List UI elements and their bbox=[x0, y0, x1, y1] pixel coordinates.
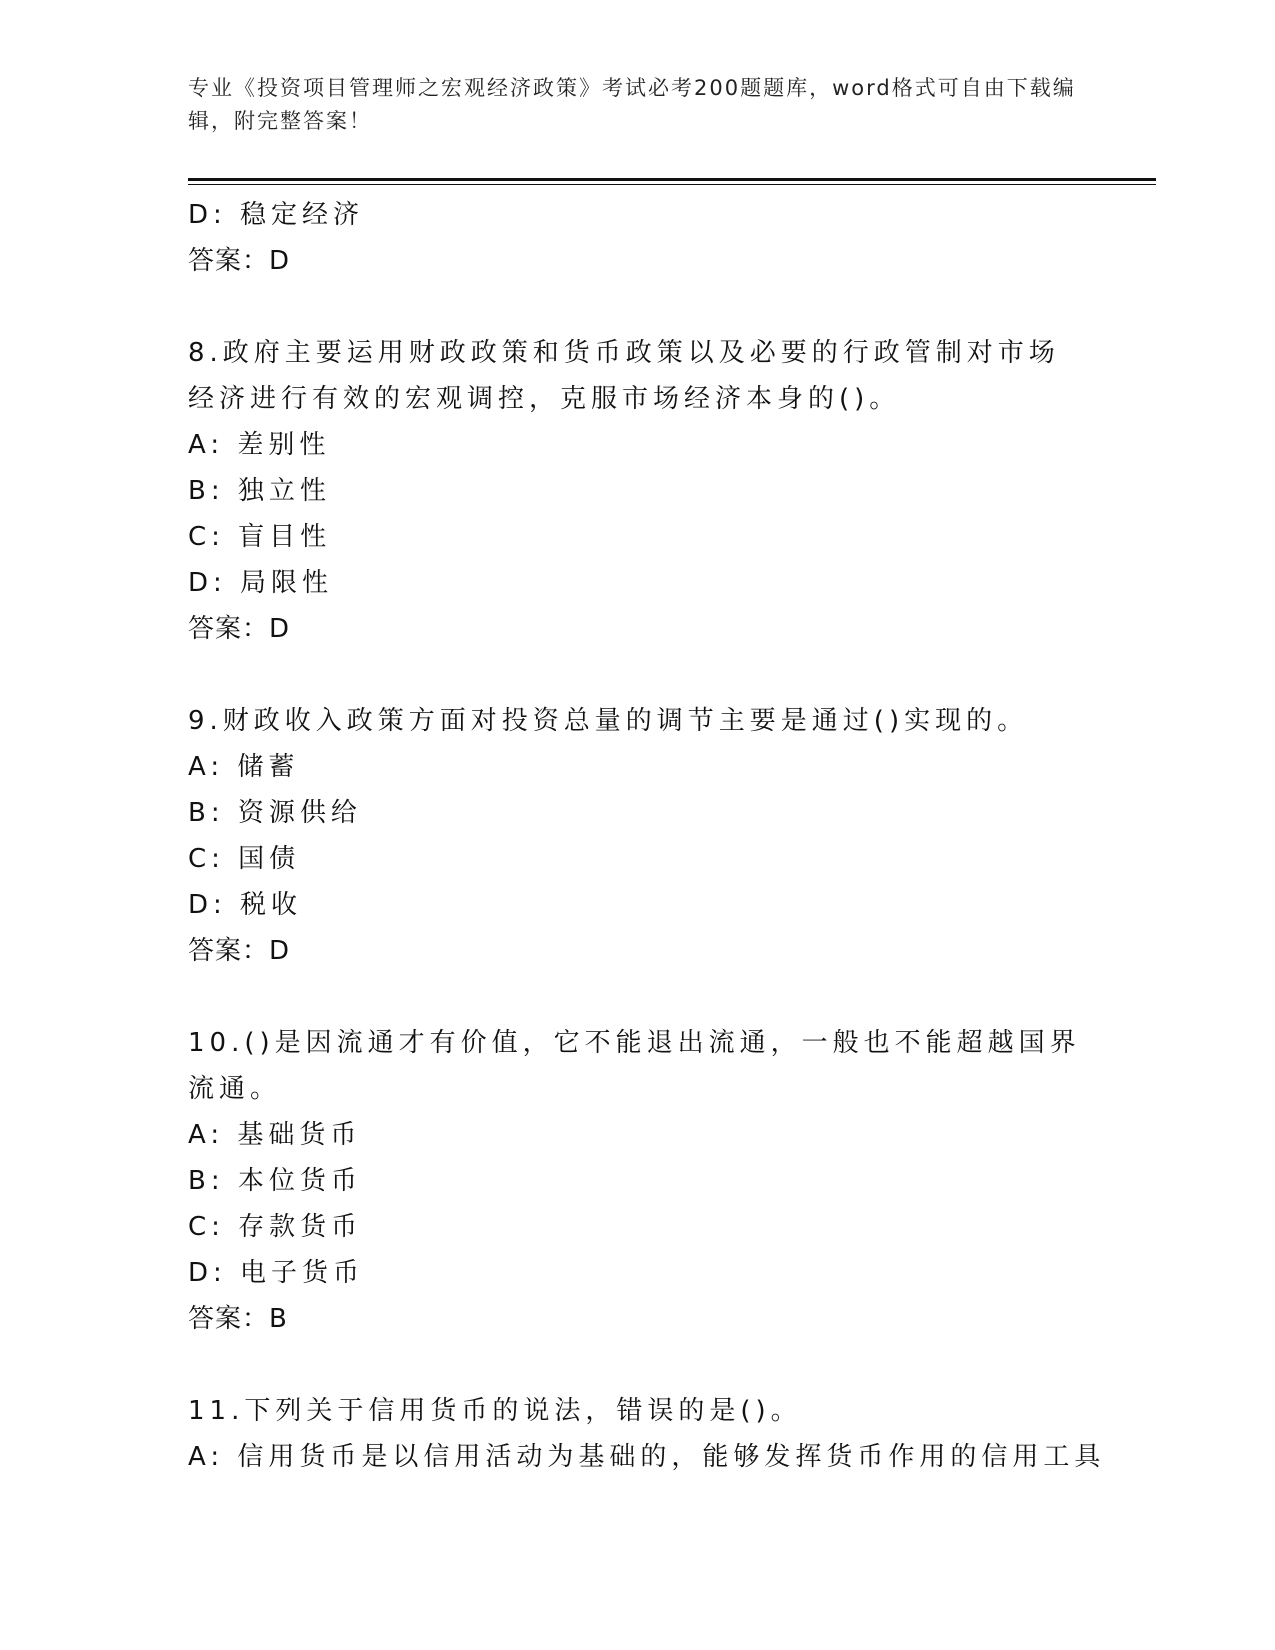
option-d: D: 税收 bbox=[188, 890, 303, 920]
spacer bbox=[188, 974, 1088, 1020]
option-c: C: 国债 bbox=[188, 844, 301, 874]
spacer bbox=[188, 1342, 1088, 1388]
option-b: B: 本位货币 bbox=[188, 1166, 362, 1196]
answer: 答案：B bbox=[188, 1304, 288, 1334]
question-block-9 bbox=[188, 698, 1088, 974]
option-b: B: 资源供给 bbox=[188, 798, 362, 828]
question-text: 11.下列关于信用货币的说法，错误的是()。 bbox=[188, 1396, 802, 1426]
question-content bbox=[188, 192, 1106, 1480]
header-divider-thin bbox=[188, 184, 1156, 185]
option-b: B: 独立性 bbox=[188, 476, 331, 506]
spacer bbox=[188, 652, 1088, 698]
spacer bbox=[188, 284, 1088, 330]
option-a: A: 信用货币是以信用活动为基础的，能够发挥货币作用的信用工具 bbox=[188, 1442, 1106, 1472]
answer: 答案：D bbox=[188, 614, 291, 644]
question-block-11 bbox=[188, 1388, 1106, 1480]
question-block-10 bbox=[188, 1020, 1088, 1342]
option-a: A: 储蓄 bbox=[188, 752, 300, 782]
document-header: 专业《投资项目管理师之宏观经济政策》考试必考200题题库，word格式可自由下载编辑，附完整答案！ bbox=[188, 76, 1076, 133]
question-text: 9.财政收入政策方面对投资总量的调节主要是通过()实现的。 bbox=[188, 706, 1029, 736]
option-d: D: 局限性 bbox=[188, 568, 334, 598]
question-text: 10.()是因流通才有价值，它不能退出流通，一般也不能超越国界流通。 bbox=[188, 1028, 1081, 1104]
header-divider-thick bbox=[188, 178, 1156, 181]
option-c: C: 存款货币 bbox=[188, 1212, 363, 1242]
answer-fragment: 答案：D bbox=[188, 246, 291, 276]
option-a: A: 基础货币 bbox=[188, 1120, 362, 1150]
question-block-8 bbox=[188, 330, 1088, 652]
question-text: 8.政府主要运用财政政策和货币政策以及必要的行政管制对市场经济进行有效的宏观调控，克服市场经济本身的()。 bbox=[188, 338, 1060, 414]
option-d: D: 电子货币 bbox=[188, 1258, 365, 1288]
option-d-fragment: D: 稳定经济 bbox=[188, 200, 365, 230]
option-a: A: 差别性 bbox=[188, 430, 331, 460]
answer: 答案：D bbox=[188, 936, 291, 966]
option-c: C: 盲目性 bbox=[188, 522, 332, 552]
